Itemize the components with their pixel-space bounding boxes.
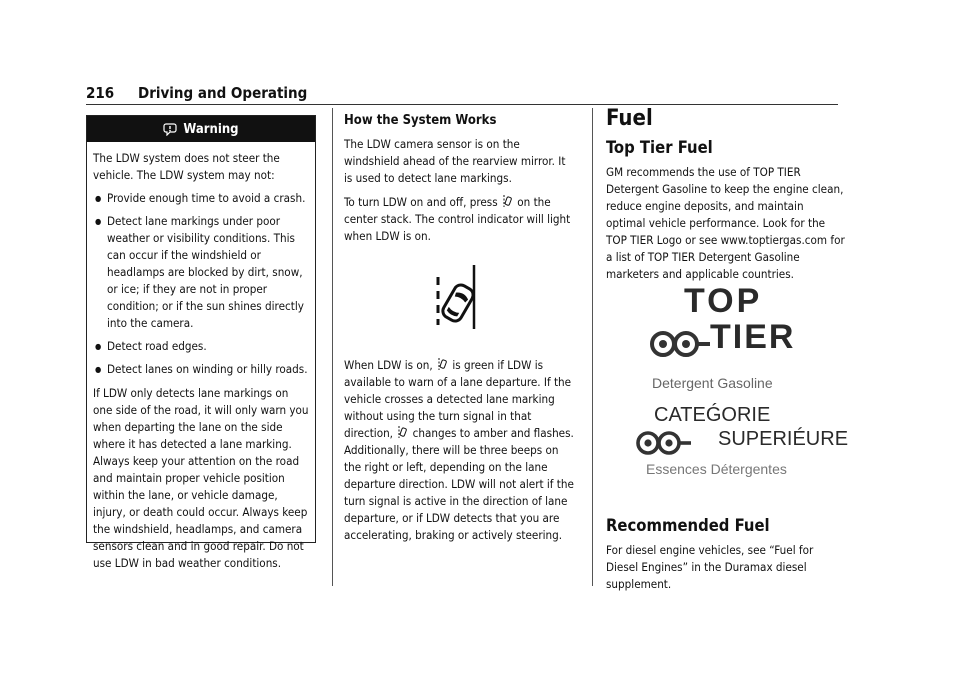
warning-intro: The LDW system does not steer the vehicle. The LDW system may not:: [93, 151, 280, 182]
logo-superieure-word: SUPERIÉURE: [718, 428, 849, 450]
top-tier-text: GM recommends the use of TOP TIER Detergent Gasoline to keep the engine clean, reduce engine deposits, and maintain optimal vehicle performance. Look for the TOP TIER Logo or see www.toptiergas.com for a list of TOP TIER Detergent Gasoline marketers and applicable countries.: [606, 165, 845, 281]
warning-body: [87, 142, 315, 572]
warning-bullet: ● Detect road edges.: [93, 338, 309, 355]
how-it-works-p2: [344, 194, 576, 245]
warning-closing: If LDW only detects lane markings on one side of the road, it will only warn you when departing the lane on the side where it has detected a lane marking. Always keep your attention on the road and maintain proper vehicle position within the lane, or vehicle damage, injury, or death could occur. Always keep the windshield, headlamps, and camera sensors clean and in good repair. Do not use LDW in bad weather conditions.: [93, 386, 309, 570]
fuel-section: [606, 106, 849, 601]
top-tier-logo: [606, 282, 846, 399]
warning-header: [87, 116, 315, 142]
recommended-fuel-heading: Recommended Fuel: [606, 516, 770, 535]
lane-departure-icon: [426, 263, 486, 333]
logo-tier-word: TIER: [710, 318, 796, 356]
how-it-works-p1: The LDW camera sensor is on the windshield ahead of the rearview mirror. It is used to detect lane markings.: [344, 137, 566, 185]
warning-title: Warning: [183, 121, 239, 137]
lane-departure-icon: [503, 194, 512, 208]
warning-bullet: ● Detect lane markings under poor weather or visibility conditions. This can occur if the windshield or headlamps are blocked by dirt, snow, or ice; if they are not in proper condition; or if the sun shines directly into the camera.: [93, 213, 309, 332]
p2-before: To turn LDW on and off, press: [344, 195, 498, 209]
warning-box: [86, 115, 316, 570]
how-it-works-heading: How the System Works: [344, 113, 497, 128]
logo-categorie-word: CATEǴORIE: [654, 404, 771, 426]
p3-c: changes to amber and flashes. Additionally, there will be three beeps on the right or left, depending on the lane departure direction. LDW will not alert if the turn signal is active in the direction of lane departure, or if LDW detects that you are accelerating, braking or actively steering.: [344, 426, 574, 542]
warning-bullet: ● Detect lanes on winding or hilly roads.: [93, 361, 309, 378]
warning-bullet: ● Provide enough time to avoid a crash.: [93, 190, 309, 207]
logo-top-word: TOP: [684, 282, 763, 320]
p3-a: When LDW is on,: [344, 358, 433, 372]
logo-top-subtitle: Detergent Gasoline: [652, 375, 773, 391]
warning-icon: [163, 122, 177, 136]
swirl-icon: [650, 331, 712, 357]
swirl-icon: [636, 431, 692, 455]
how-it-works-section: [344, 112, 576, 551]
page-header: [86, 82, 838, 105]
logo-cat-subtitle: Essences Détergentes: [646, 461, 787, 477]
fuel-title: Fuel: [606, 106, 653, 131]
categorie-superieure-logo: [606, 404, 849, 503]
p3-b: is green if LDW is available to warn of a lane departure. If the vehicle crosses a detected lane marking without using the turn signal in that direction,: [344, 358, 572, 440]
lane-departure-icon: [398, 425, 407, 439]
column-divider-2: [592, 108, 593, 586]
section-title: Driving and Operating: [138, 84, 308, 102]
page-number: 216: [86, 84, 115, 102]
p2-after: on the center stack. The control indicator will light when LDW is on.: [344, 195, 571, 243]
top-tier-heading: Top Tier Fuel: [606, 138, 713, 157]
lane-departure-icon: [438, 357, 447, 371]
column-divider-1: [332, 108, 333, 586]
how-it-works-p3: [344, 357, 576, 544]
recommended-fuel-text: For diesel engine vehicles, see “Fuel for Diesel Engines” in the Duramax diesel supplement.: [606, 543, 814, 591]
ldw-indicator-figure: [344, 255, 576, 349]
warning-bullets: [93, 190, 309, 378]
